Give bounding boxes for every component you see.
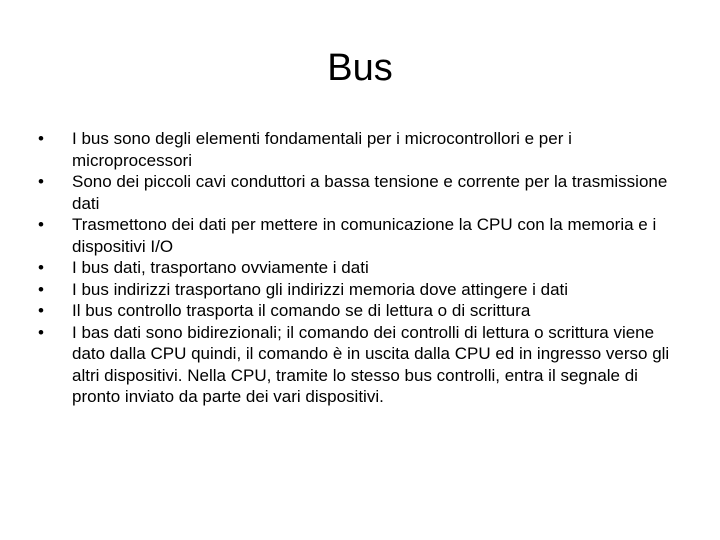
- slide-title: Bus: [327, 47, 393, 89]
- bullet-item: • Sono dei piccoli cavi conduttori a bassa tensione e corrente per la trasmissione dati: [0, 171, 720, 214]
- bullet-item: • I bus indirizzi trasportano gli indirizzi memoria dove attingere i dati: [0, 279, 720, 301]
- bullet-item: • I bus sono degli elementi fondamentali per i microcontrollori e per i microprocessori: [0, 128, 720, 171]
- bullet-item: • Il bus controllo trasporta il comando se di lettura o di scrittura: [0, 300, 720, 322]
- bullet-item: • Trasmettono dei dati per mettere in comunicazione la CPU con la memoria e i dispositivi I/O: [0, 214, 720, 257]
- bullet-item: • I bus dati, trasportano ovviamente i dati: [0, 257, 720, 279]
- bullet-item: • I bas dati sono bidirezionali; il comando dei controlli di lettura o scrittura viene dato dalla CPU quindi, il comando è in uscita dalla CPU ed in ingresso verso gli altri dispositivi. Nella CPU, tramite lo stesso bus controlli, entra il segnale di pronto inviato da parte dei vari dispositivi.: [0, 322, 720, 408]
- bullet-list: [0, 128, 720, 408]
